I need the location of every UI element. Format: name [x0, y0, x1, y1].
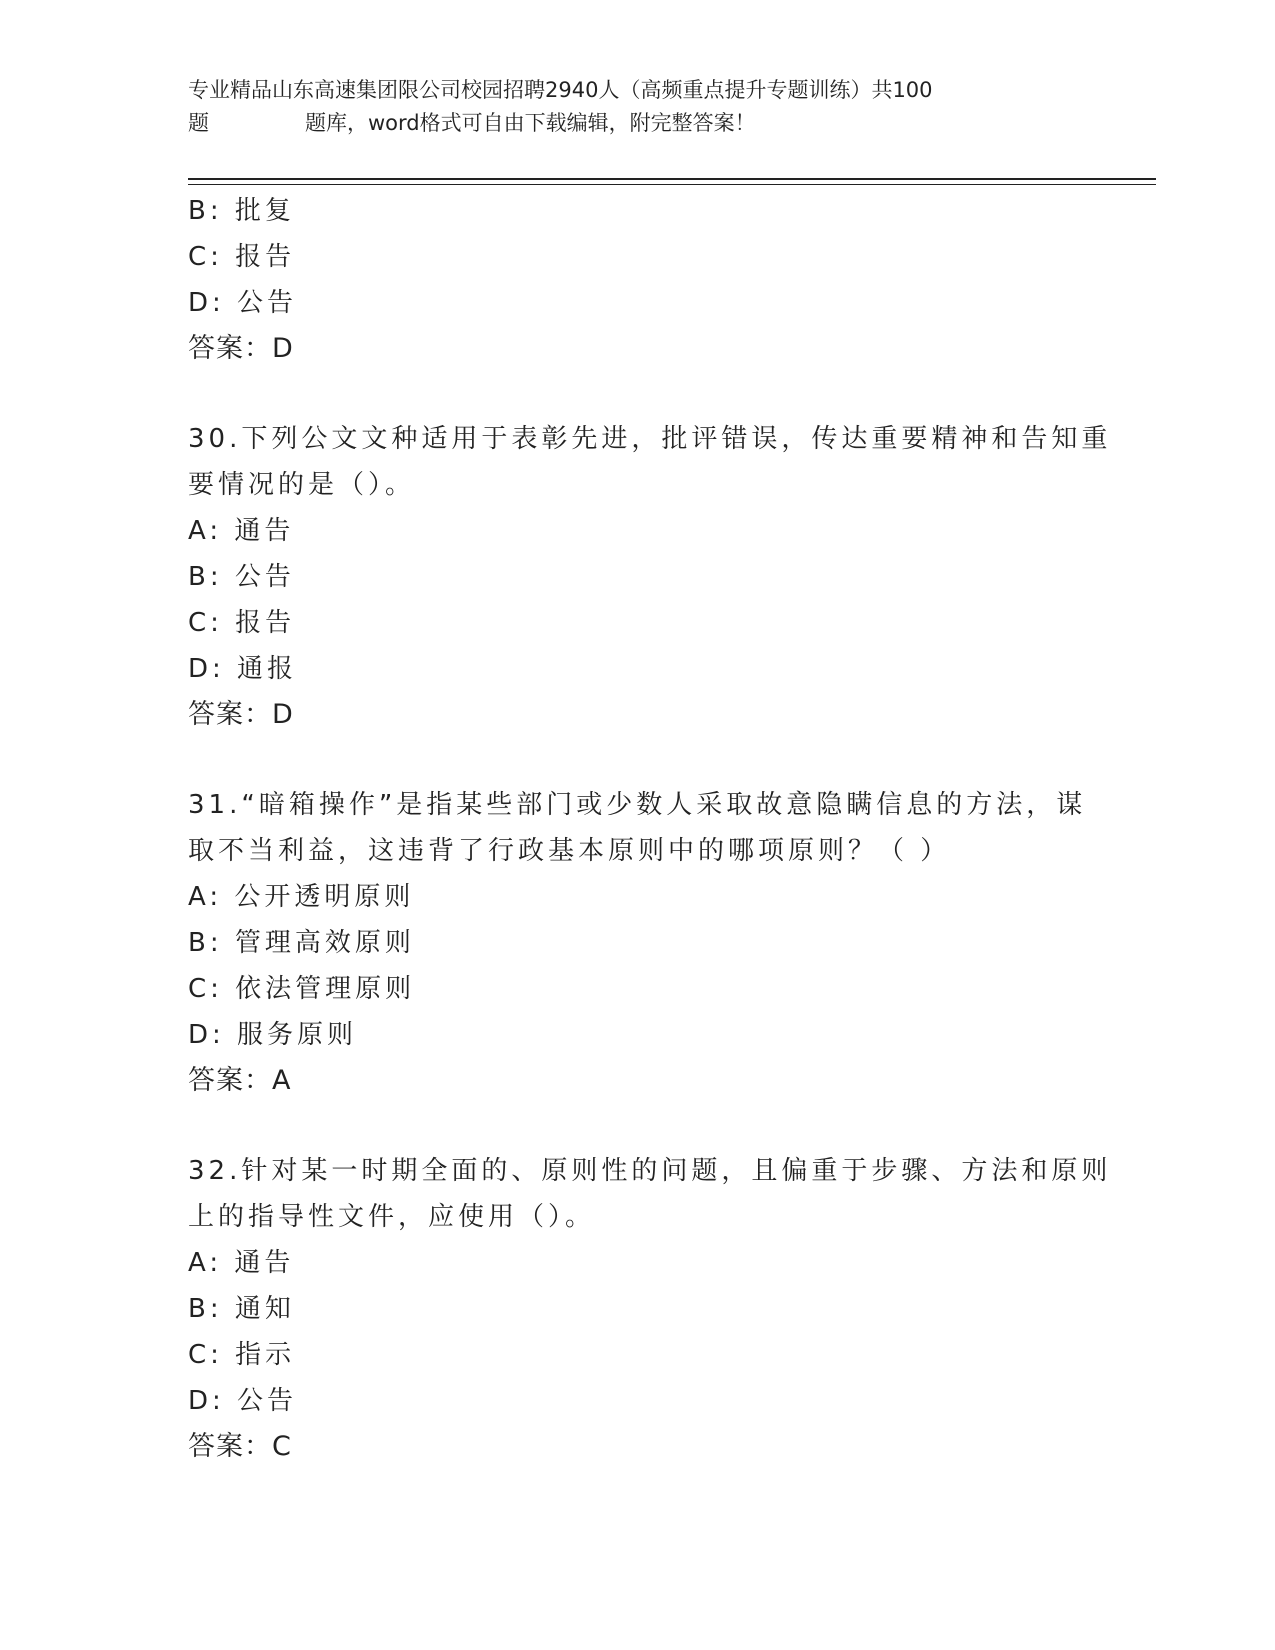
option-c: C: 报告 [188, 608, 296, 638]
question-stem-line: 32.针对某一时期全面的、原则性的问题，且偏重于步骤、方法和原则 [188, 1156, 1112, 1186]
option-a: A: 通告 [188, 516, 295, 546]
question-stem-line: 取不当利益，这违背了行政基本原则中的哪项原则？（ ） [188, 836, 951, 866]
option-b: B: 批复 [188, 196, 295, 226]
question-stem-line: 30.下列公文文种适用于表彰先进，批评错误，传达重要精神和告知重 [188, 424, 1112, 454]
question-stem-line: 上的指导性文件，应使用（）。 [188, 1202, 596, 1232]
header-rule-thin [188, 184, 1156, 185]
question-list [188, 188, 1112, 1470]
question-31 [188, 782, 1088, 1104]
option-c: C: 指示 [188, 1340, 296, 1370]
question-stem-line: 要情况的是（）。 [188, 470, 416, 500]
option-d: D: 公告 [188, 288, 298, 318]
question-32 [188, 1148, 1112, 1470]
header-line-2-text: 题库，word格式可自由下载编辑，附完整答案！ [305, 111, 756, 135]
option-b: B: 通知 [188, 1294, 295, 1324]
header-title-line-2 [188, 107, 1088, 140]
option-d: D: 公告 [188, 1386, 298, 1416]
option-a: A: 公开透明原则 [188, 882, 415, 912]
page-header [188, 74, 1088, 140]
answer-line: 答案：A [188, 1065, 292, 1096]
option-b: B: 管理高效原则 [188, 928, 415, 958]
option-a: A: 通告 [188, 1248, 295, 1278]
answer-line: 答案：D [188, 699, 294, 730]
question-stem-line: 31.“暗箱操作”是指某些部门或少数人采取故意隐瞒信息的方法，谋 [188, 790, 1087, 820]
answer-line: 答案：C [188, 1431, 292, 1462]
option-d: D: 通报 [188, 654, 298, 684]
answer-line: 答案：D [188, 333, 294, 364]
header-line-2-prefix: 题 [188, 111, 209, 135]
option-c: C: 依法管理原则 [188, 974, 416, 1004]
header-title-line-1: 专业精品山东高速集团限公司校园招聘2940人（高频重点提升专题训练）共100 [188, 78, 933, 102]
prev-question-block [188, 188, 1088, 372]
option-d: D: 服务原则 [188, 1020, 358, 1050]
option-b: B: 公告 [188, 562, 295, 592]
header-rule-thick [188, 178, 1156, 180]
option-c: C: 报告 [188, 242, 296, 272]
question-30 [188, 416, 1112, 738]
